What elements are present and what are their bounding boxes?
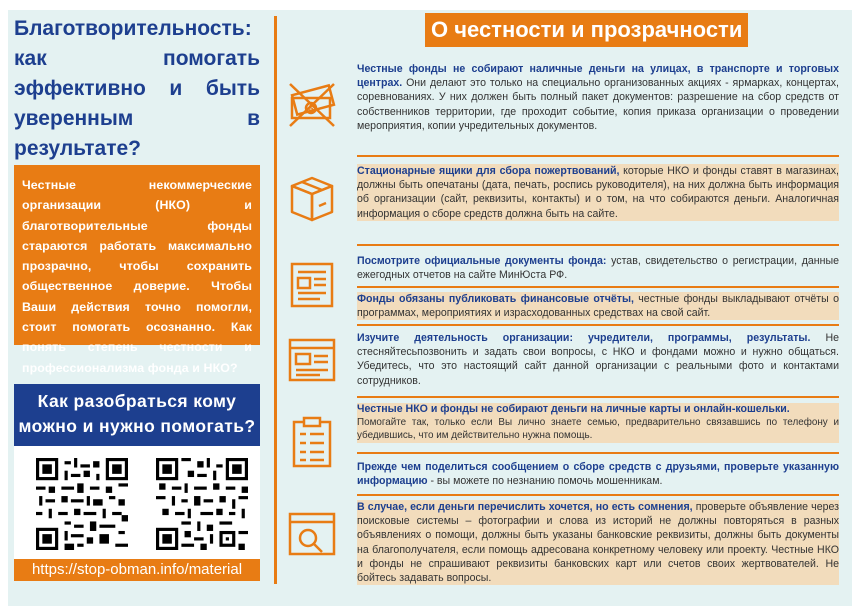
help-box: [14, 384, 260, 446]
block-1-heading: Честные фонды не собирают наличные деньги на улицах, в транспорте и торговых центрах.: [357, 63, 839, 90]
block-4-heading: Фонды обязаны публиковать финансовые отчёты,: [357, 293, 634, 305]
separator: [357, 494, 839, 496]
qr-code-1[interactable]: [36, 458, 128, 550]
separator: [357, 244, 839, 246]
block-8-text: проверьте объявление через поисковые системы – фотографии и слова из историй не должны повторяться в разных объявлениях о помощи, должны быть указаны банковские реквизиты, должны быть документы на благополучателя, если помощь адресована конкретному человеку или проекту. Честные НКО и фонды не спрашивают реквизиты банковских карт или счетов своих жертвователей. Не бойтесь задавать вопросы.: [357, 501, 839, 585]
block-3-text: устав, свидетельство о регистрации, данные ежегодных отчетов на сайте МинЮста РФ.: [357, 255, 839, 282]
info-block-6: [357, 403, 839, 443]
block-4-text: честные фонды выкладывают отчёты о программах, мероприятиях и израсходованных средствах на свой сайт.: [357, 293, 839, 320]
clipboard-checklist-icon: [284, 414, 340, 470]
block-7-text: - вы можете по незнанию помочь мошенникам.: [427, 475, 663, 488]
info-block-8: [357, 500, 839, 585]
block-6-text: Помогайте так, только если Вы лично знаете семью, предварительно связавшись по телефону и убедившись, что им действительно нужна помощь.: [357, 417, 839, 442]
info-block-5: [357, 331, 839, 388]
block-6-heading: Честные НКО и фонды не собирают деньги на личные карты и онлайн-кошельки.: [357, 403, 790, 415]
block-3-heading: Посмотрите официальные документы фонда:: [357, 255, 607, 267]
separator: [357, 452, 839, 454]
info-block-7: [357, 460, 839, 488]
left-column: [14, 14, 260, 164]
qr-code-2[interactable]: [156, 458, 248, 550]
separator: [357, 286, 839, 288]
svg-text:$: $: [308, 104, 314, 113]
block-2-text: которые НКО и фонды ставят в магазинах, должны быть опечатаны (дата, печать, роспись руководителя), на них должна быть информация об организации (сайт, реквизиты, контакты) и о том, на что собираются деньги. Аналогичная информация о сборе средств должна быть на сайте.: [357, 165, 839, 220]
info-block-1: [357, 62, 839, 133]
separator: [357, 155, 839, 157]
block-2-heading: Стационарные ящики для сбора пожертвований,: [357, 165, 620, 177]
intro-box: [14, 165, 260, 375]
right-title: О честности и прозрачности: [431, 17, 743, 42]
help-title: Как разобраться кому можно и нужно помогать?: [18, 391, 256, 436]
block-7-heading: Прежде чем поделиться сообщением о сборе средств с друзьями, проверьте указанную информацию: [357, 461, 839, 488]
main-title: Благотворительность: как помогать эффективно и быть уверенным в результате?: [14, 17, 260, 160]
block-1-text: Они делают это только на специально организованных акциях - ярмарках, концертах, соревнованиях. У них должен быть полный пакет документов: разрешение на сбор средств от собственников территории, где проходит событие, копия приказа организации о проведении мероприятия, копии учредительных документов.: [357, 77, 839, 132]
info-block-2: [357, 164, 839, 221]
website-icon: [284, 332, 340, 388]
block-8-heading: В случае, если деньги перечислить хочется, но есть сомнения,: [357, 501, 693, 513]
search-browser-icon: [284, 506, 340, 562]
vertical-divider: [274, 16, 277, 584]
right-title-box: [425, 13, 748, 47]
separator: [357, 396, 839, 398]
separator: [357, 324, 839, 326]
intro-text: Честные некоммерческие организации (НКО) и благотворительные фонды стараются работать максимально прозрачно, чтобы сохранить общественное доверие. Чтобы Ваши действия точно помогли, стоит помогать осознанно. Как понять степень честности и профессионализма фонда и НКО?: [22, 178, 252, 375]
info-block-4: [357, 292, 839, 320]
block-5-heading: Изучите деятельность организации: учредители, программы, результаты.: [357, 332, 811, 344]
document-icon: [284, 256, 340, 312]
block-5-text: Не стесняйтесьпозвонить и задать свои вопросы, с НКО и фондами можно и нужно общаться. Убедитесь, что это настоящий сайт данной организации с реальными фото и контактами сотрудников.: [357, 332, 839, 387]
url-box[interactable]: [14, 559, 260, 581]
donation-box-icon: [284, 170, 340, 226]
url-link[interactable]: https://stop-obman.info/material: [31, 561, 243, 578]
info-block-3: [357, 254, 839, 282]
no-cash-icon: [284, 76, 340, 132]
